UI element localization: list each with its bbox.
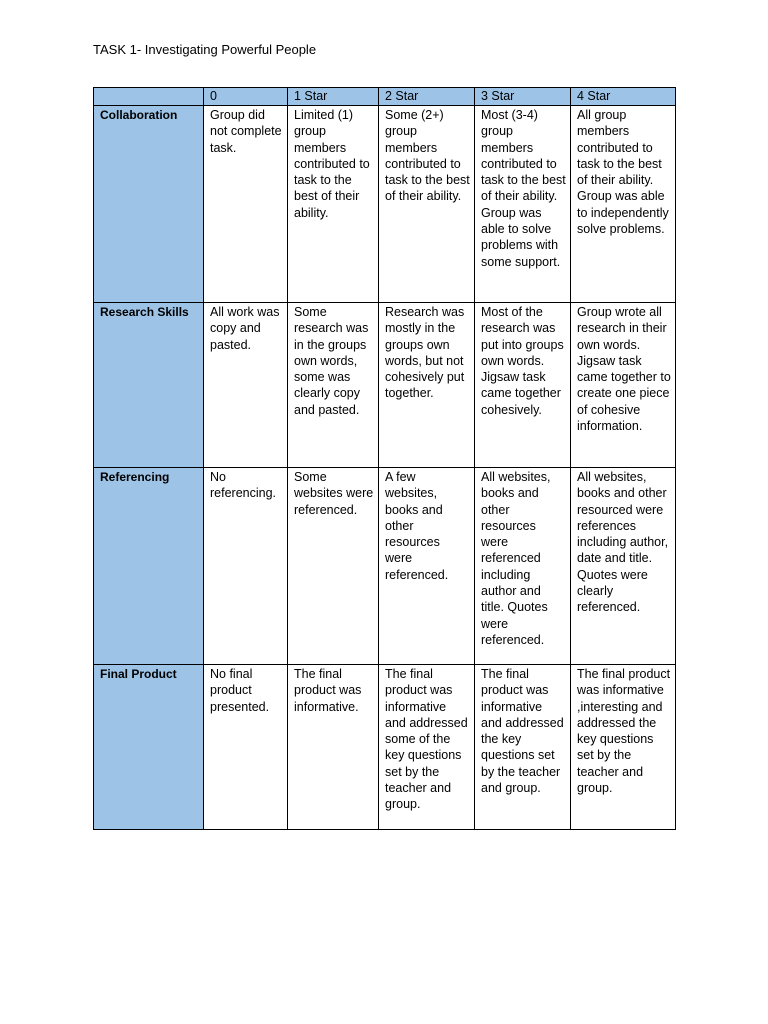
- cell-referencing-1: Some websites were referenced.: [288, 468, 379, 665]
- rubric-row-referencing: [94, 468, 676, 665]
- cell-referencing-2: A few websites, books and other resources were referenced.: [379, 468, 475, 665]
- cell-research-skills-4: Group wrote all research in their own words. Jigsaw task came together to create one piece of cohesive information.: [571, 303, 676, 468]
- criterion-referencing: Referencing: [94, 468, 204, 665]
- cell-referencing-3: All websites, books and other resources were referenced including author and title. Quotes were referenced.: [475, 468, 571, 665]
- cell-collaboration-2: Some (2+) group members contributed to task to the best of their ability.: [379, 106, 475, 303]
- cell-final-product-0: No final product presented.: [204, 665, 288, 830]
- cell-research-skills-1: Some research was in the groups own words, some was clearly copy and pasted.: [288, 303, 379, 468]
- header-score-4-star: 4 Star: [571, 88, 676, 106]
- header-score-2-star: 2 Star: [379, 88, 475, 106]
- cell-research-skills-3: Most of the research was put into groups own words. Jigsaw task came together cohesively.: [475, 303, 571, 468]
- cell-final-product-3: The final product was informative and addressed the key questions set by the teacher and group.: [475, 665, 571, 830]
- rubric-row-research-skills: [94, 303, 676, 468]
- header-score-3-star: 3 Star: [475, 88, 571, 106]
- cell-final-product-1: The final product was informative.: [288, 665, 379, 830]
- cell-referencing-0: No referencing.: [204, 468, 288, 665]
- cell-research-skills-0: All work was copy and pasted.: [204, 303, 288, 468]
- cell-collaboration-3: Most (3-4) group members contributed to task to the best of their ability. Group was able to solve problems with some support.: [475, 106, 571, 303]
- rubric-header-row: [94, 88, 676, 106]
- page-title: TASK 1- Investigating Powerful People: [93, 42, 317, 57]
- criterion-research-skills: Research Skills: [94, 303, 204, 468]
- criterion-final-product: Final Product: [94, 665, 204, 830]
- rubric-row-collaboration: [94, 106, 676, 303]
- header-corner-cell: [94, 88, 204, 106]
- cell-collaboration-1: Limited (1) group members contributed to task to the best of their ability.: [288, 106, 379, 303]
- cell-final-product-4: The final product was informative ,interesting and addressed the key questions set by the teacher and group.: [571, 665, 676, 830]
- cell-collaboration-0: Group did not complete task.: [204, 106, 288, 303]
- cell-collaboration-4: All group members contributed to task to the best of their ability. Group was able to independently solve problems.: [571, 106, 676, 303]
- cell-final-product-2: The final product was informative and addressed some of the key questions set by the teacher and group.: [379, 665, 475, 830]
- cell-referencing-4: All websites, books and other resourced were references including author, date and title. Quotes were clearly referenced.: [571, 468, 676, 665]
- header-score-0: 0: [204, 88, 288, 106]
- rubric-table: [93, 87, 676, 830]
- rubric-row-final-product: [94, 665, 676, 830]
- criterion-collaboration: Collaboration: [94, 106, 204, 303]
- cell-research-skills-2: Research was mostly in the groups own words, but not cohesively put together.: [379, 303, 475, 468]
- header-score-1-star: 1 Star: [288, 88, 379, 106]
